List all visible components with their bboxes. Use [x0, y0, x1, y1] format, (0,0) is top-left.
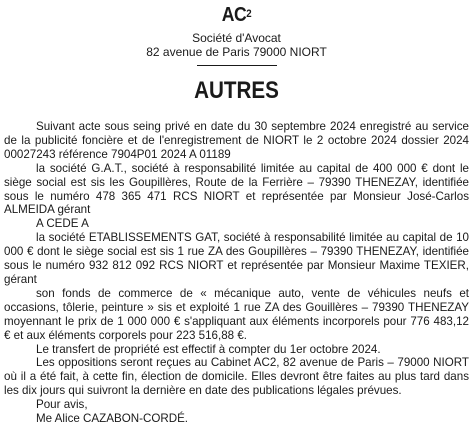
header-divider [197, 65, 277, 66]
firm-logo [28, 4, 444, 26]
notice-body [4, 120, 469, 426]
paragraph-closing: Pour avis, [36, 398, 88, 412]
logo-superscript: 2 [246, 8, 252, 20]
section-title: AUTRES [194, 77, 279, 104]
paragraph-seller: la société G.A.T., société à responsabilité limitée au capital de 400 000 € dont le siège social est sis les Goupillères, Route de la Ferrière – 79390 THENEZAY, identifiée sous le numéro 478 365 471 RCS NIORT et représentée par Monsieur José-Carlos ALMEIDA gérant [4, 161, 469, 217]
paragraph-business: son fonds de commerce de « mécanique auto, vente de véhicules neufs et occasions, tôlerie, peinture » sis et exploité 1 rue ZA des Gouillères – 79390 THENEZAY moyennant le prix de 1 000 000 € s'appliquant aux éléments incorporels pour 776 483,12 € et aux éléments corporels pour 223 516,88 €. [4, 286, 469, 342]
firm-address: 82 avenue de Paris 79000 NIORT [146, 45, 327, 59]
paragraph-deed: Suivant acte sous seing privé en date du 30 septembre 2024 enregistré au service de la publicité foncière et de l'enregistrement de NIORT le 2 octobre 2024 dossier 2024 00027243 référence 7904P01 2024 A 01189 [4, 120, 469, 161]
paragraph-transfer: Le transfert de propriété est effectif à compter du 1er octobre 2024. [36, 342, 381, 356]
firm-name: Société d'Avocat [192, 31, 281, 45]
paragraph-oppositions: Les oppositions seront reçues au Cabinet AC2, 82 avenue de Paris – 79000 NIORT où il a été fait, à cette fin, élection de domicile. Elles devront être faites au plus tard dans les dix jours qui suivront la dernière en date des publications légales prévues. [4, 356, 469, 398]
paragraph-ceded: A CEDE A [36, 217, 89, 231]
logo-text: AC [221, 4, 247, 26]
paragraph-buyer: la société ETABLISSEMENTS GAT, société à responsabilité limitée au capital de 10 000 € dont le siège social est sis 1 rue ZA des Goupillères – 79390 THENEZAY, identifiée sous le numéro 932 812 092 RCS NIORT et représentée par Monsieur Maxime TEXIER, gérant [4, 231, 469, 286]
paragraph-signature: Me Alice CAZABON-CORDÉ. [36, 412, 189, 426]
